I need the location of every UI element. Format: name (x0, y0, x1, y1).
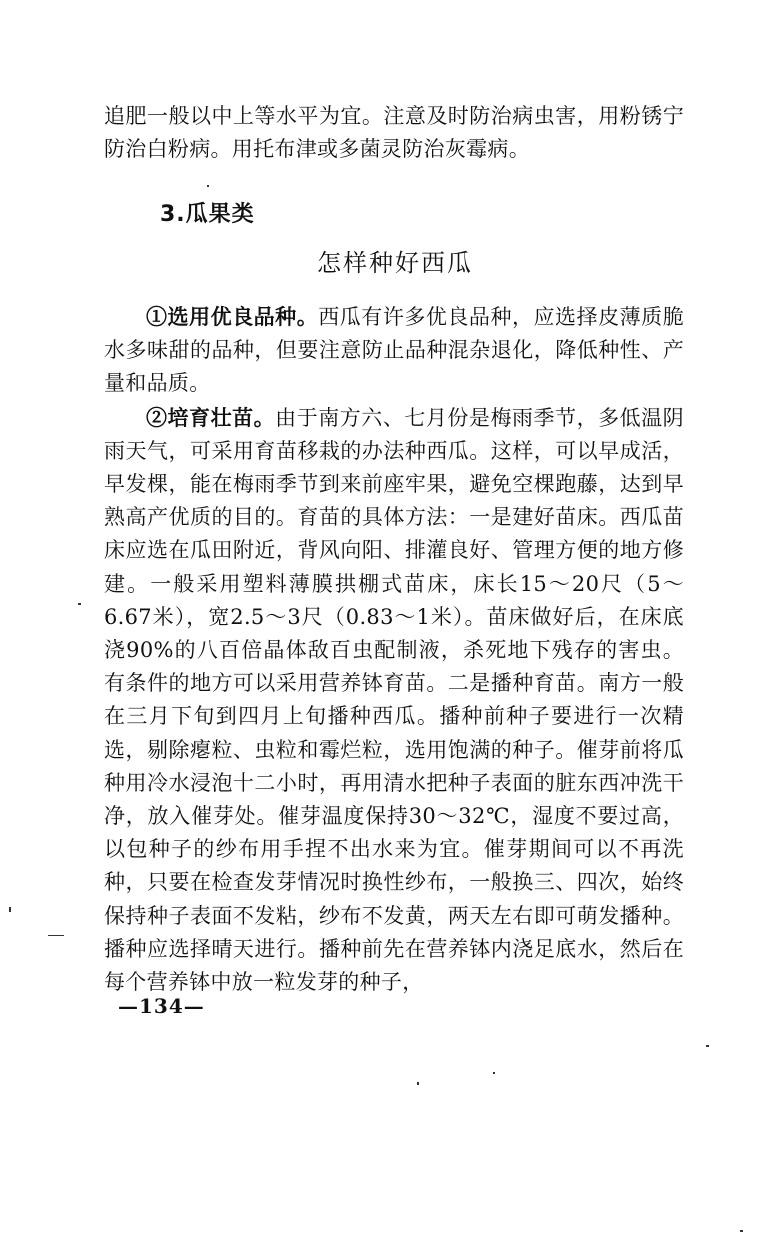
article-title: 怎样种好西瓜 (317, 249, 473, 277)
scan-speck (740, 1230, 743, 1232)
article-body (104, 300, 684, 999)
section-heading: 3.瓜果类 (160, 202, 255, 227)
scan-speck (207, 185, 209, 187)
scan-speck (706, 1045, 709, 1047)
paragraph-seedlings (104, 401, 684, 1000)
scan-speck (493, 1072, 495, 1074)
scan-speck (48, 935, 64, 936)
paragraph-text: 由于南方六、七月份是梅雨季节，多低温阴雨天气，可采用育苗移栽的办法种西瓜。这样，可以早成活，早发棵，能在梅雨季节到来前座牢果，避免空棵跑藤，达到早熟高产优质的目的。育苗的具体方法：一是建好苗床。西瓜苗床应选在瓜田附近，背风向阳、排灌良好、管理方便的地方修建。一般采用塑料薄膜拱棚式苗床，床长15～20尺（5～6.67米），宽2.5～3尺（0.83～1米）。苗床做好后，在床底浇90%的八百倍晶体敌百虫配制液，杀死地下残存的害虫。有条件的地方可以采用营养钵育苗。二是播种育苗。南方一般在三月下旬到四月上旬播种西瓜。播种前种子要进行一次精选，剔除瘪粒、虫粒和霉烂粒，选用饱满的种子。催芽前将瓜种用冷水浸泡十二小时，再用清水把种子表面的脏东西冲洗干净，放入催芽处。催芽温度保持30～32℃，湿度不要过高，以包种子的纱布用手捏不出水来为宜。催芽期间可以不再洗种，只要在检查发芽情况时换性纱布，一般换三、四次，始终保持种子表面不发粘，纱布不发黄，两天左右即可萌发播种。播种应选择晴天进行。播种前先在营养钵内浇足底水，然后在每个营养钵中放一粒发芽的种子， (104, 405, 684, 995)
paragraph-lead: ①选用优良品种。 (146, 304, 319, 329)
intro-paragraph: 追肥一般以中上等水平为宜。注意及时防治病虫害，用粉锈宁防治白粉病。用托布津或多菌灵防治灰霉病。 (104, 104, 684, 162)
paragraph-variety (104, 300, 684, 401)
page-number: —134— (118, 994, 205, 1018)
scan-speck (417, 1082, 419, 1085)
scan-speck (78, 603, 81, 605)
paragraph-lead: ②培育壮苗。 (146, 404, 276, 430)
scan-speck (9, 907, 11, 912)
paragraph-text: 西瓜有许多优良品种，应选择皮薄质脆水多味甜的品种，但要注意防止品种混杂退化，降低种性、产量和品质。 (104, 305, 684, 396)
